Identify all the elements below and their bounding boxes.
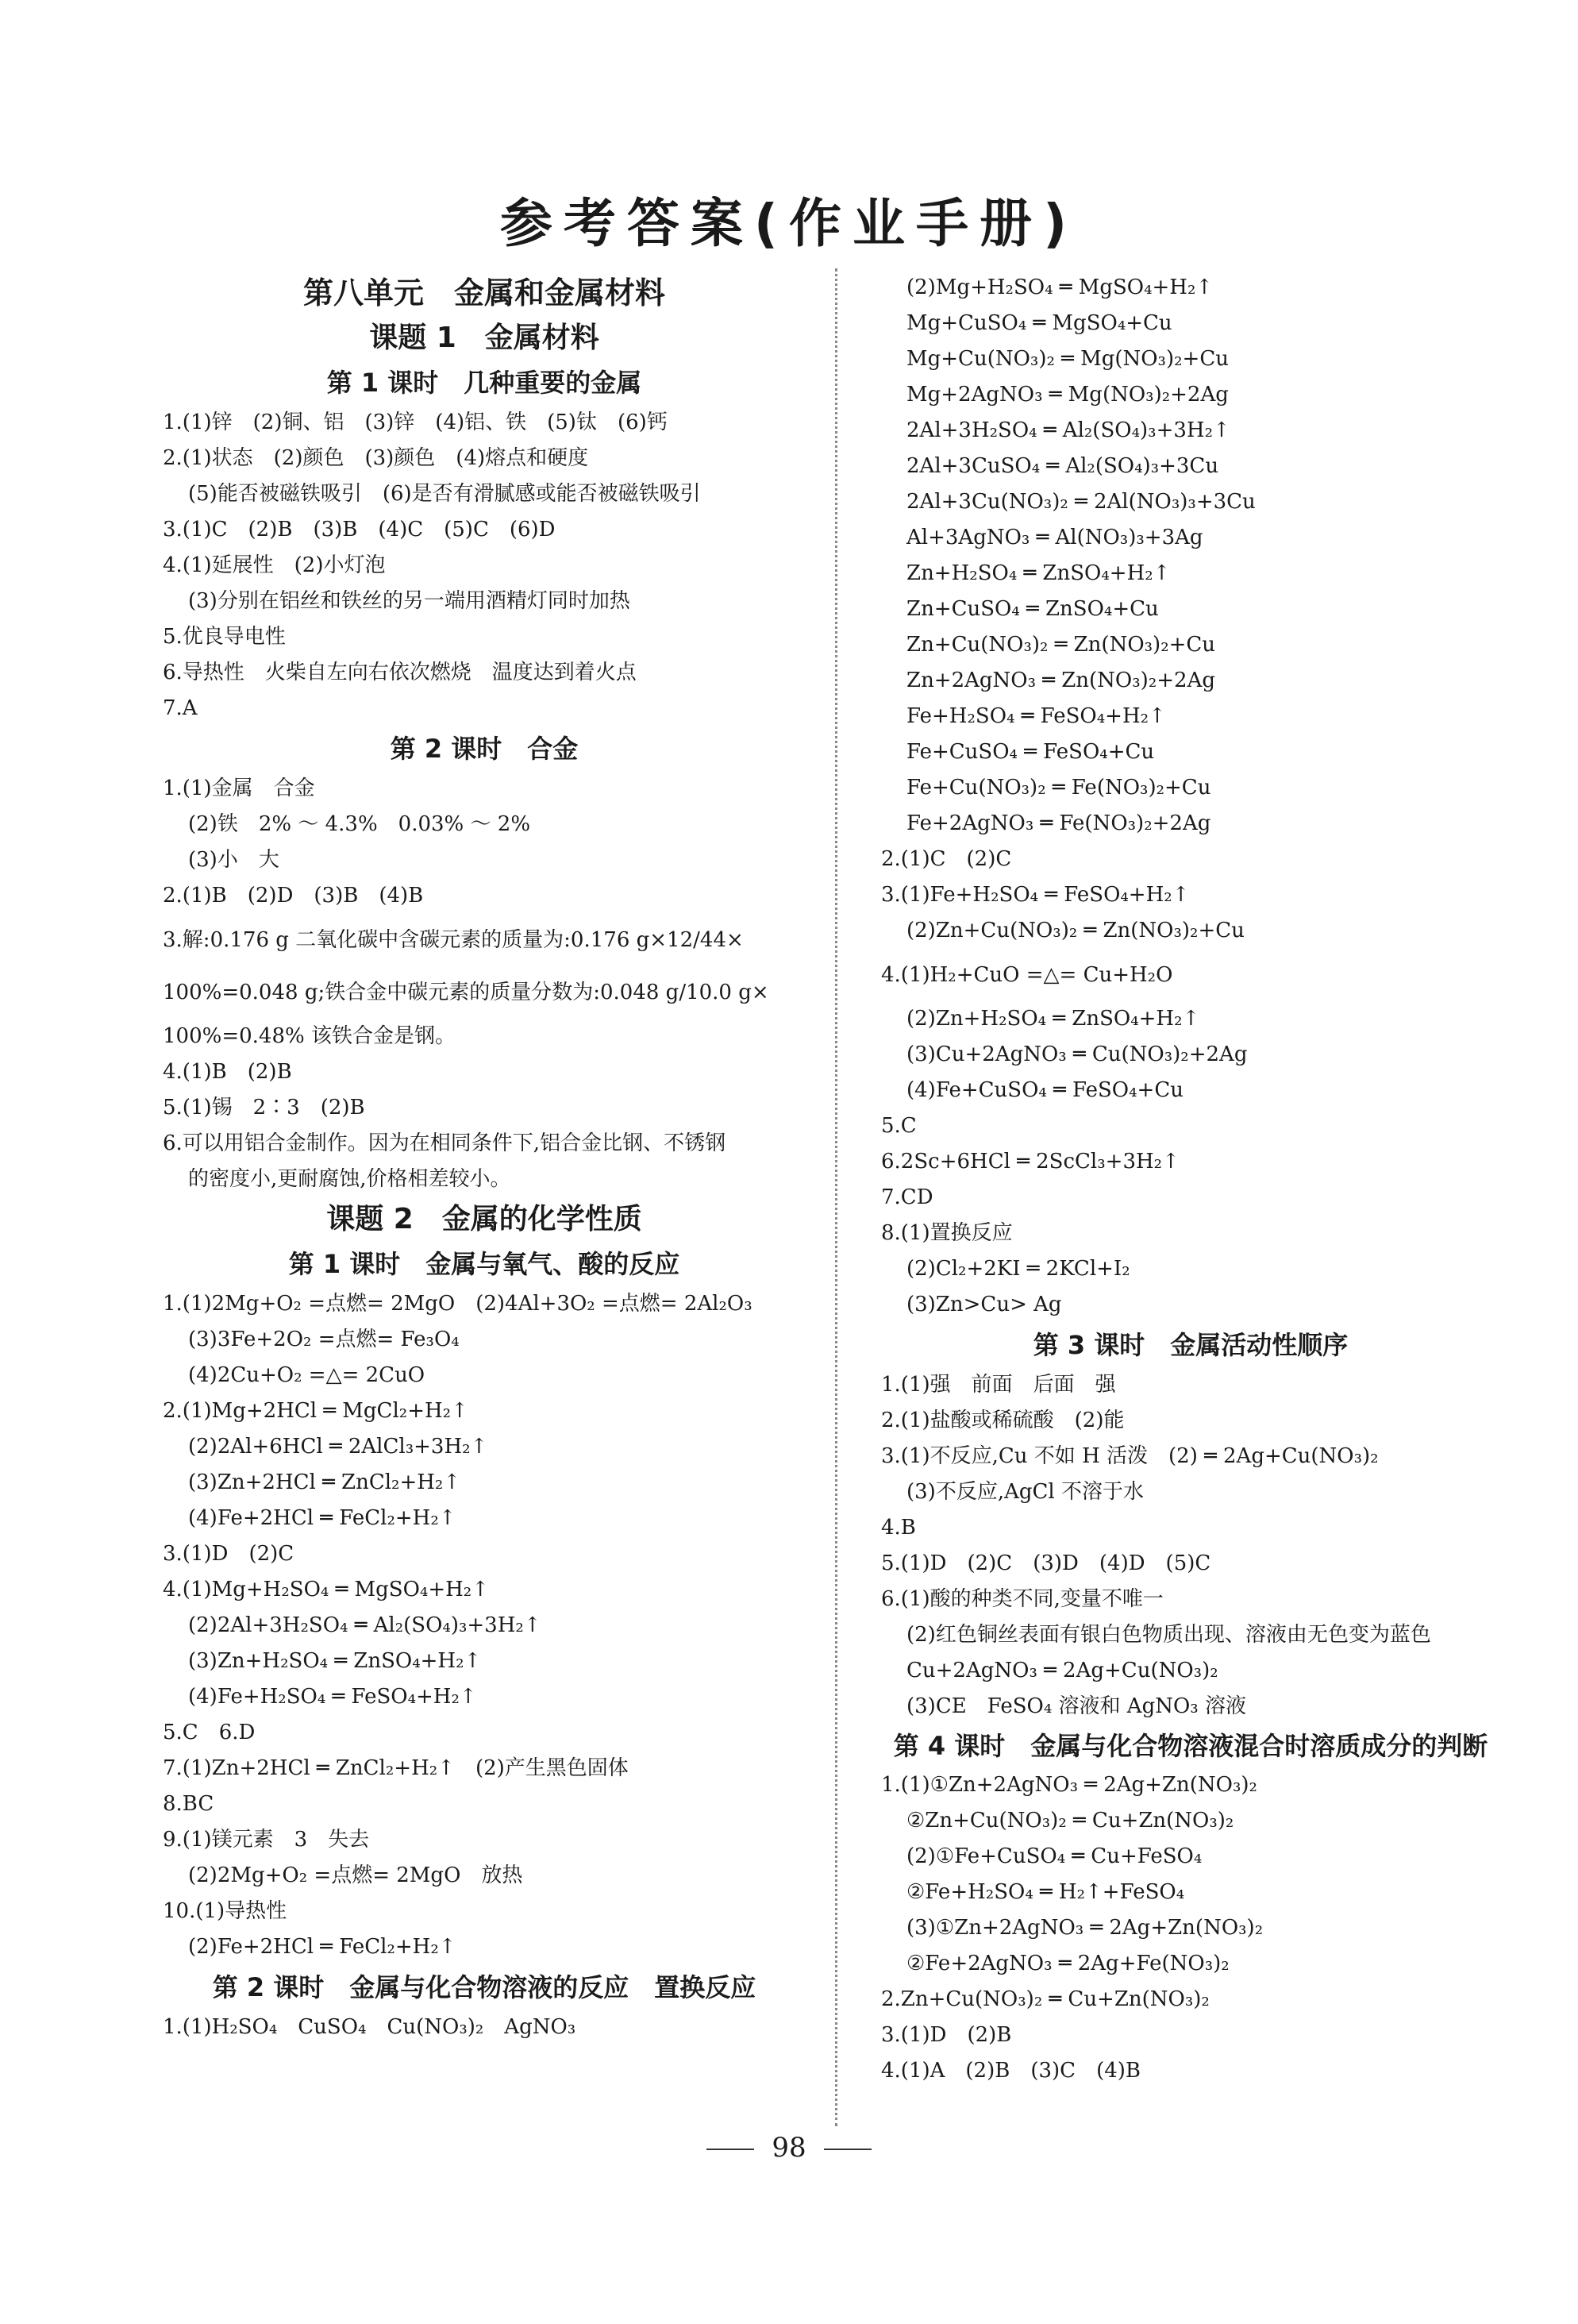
answer-line-indented: Mg+2AgNO₃ ═ Mg(NO₃)₂+2Ag: [906, 383, 1229, 407]
answer-line: 7.(1)Zn+2HCl ═ ZnCl₂+H₂↑ (2)产生黑色固体: [163, 1756, 629, 1780]
answer-line: 1.(1)锌 (2)铜、铝 (3)锌 (4)铝、铁 (5)钛 (6)钙: [163, 410, 668, 434]
answer-line-indented: (2)2Mg+O₂ =点燃= 2MgO 放热: [188, 1863, 523, 1887]
answer-line: 7.A: [163, 696, 198, 720]
section-heading: 第 2 课时 金属与化合物溶液的反应 置换反应: [212, 1972, 756, 2002]
answer-line-indented: (3)Zn+H₂SO₄ ═ ZnSO₄+H₂↑: [188, 1649, 482, 1673]
page-number: 98: [772, 2132, 806, 2164]
answer-line-indented: Fe+2AgNO₃ ═ Fe(NO₃)₂+2Ag: [906, 811, 1211, 835]
footer-dash-left: [706, 2149, 754, 2150]
section-heading: 第 1 课时 金属与氧气、酸的反应: [288, 1249, 680, 1279]
answer-line: 100%=0.048 g;铁合金中碳元素的质量分数为:0.048 g/10.0 g×: [163, 981, 769, 1004]
answer-line-indented: (2)Mg+H₂SO₄ ═ MgSO₄+H₂↑: [906, 276, 1214, 299]
section-heading: 第 4 课时 金属与化合物溶液混合时溶质成分的判断: [893, 1731, 1488, 1761]
answer-line-indented: Zn+Cu(NO₃)₂ ═ Zn(NO₃)₂+Cu: [906, 633, 1216, 657]
answer-line-indented: (3)小 大: [188, 848, 279, 872]
unit-heading: 第八单元 金属和金属材料: [302, 276, 665, 310]
page-title: 参考答案(作业手册): [499, 193, 1079, 254]
answer-line: 1.(1)H₂SO₄ CuSO₄ Cu(NO₃)₂ AgNO₃: [163, 2015, 576, 2039]
footer-dash-right: [824, 2149, 872, 2150]
lesson-heading: 课题 1 金属材料: [369, 322, 599, 354]
answer-line-indented: (3)Zn+2HCl ═ ZnCl₂+H₂↑: [188, 1470, 461, 1494]
answer-line: 1.(1)强 前面 后面 强: [881, 1373, 1116, 1397]
answer-line: 2.(1)C (2)C: [881, 847, 1012, 871]
answer-line: 4.(1)B (2)B: [163, 1060, 292, 1084]
answer-line: 1.(1)①Zn+2AgNO₃ ═ 2Ag+Zn(NO₃)₂: [881, 1773, 1257, 1797]
answer-line-indented: Zn+2AgNO₃ ═ Zn(NO₃)₂+2Ag: [906, 669, 1215, 692]
answer-line-indented: Al+3AgNO₃ ═ Al(NO₃)₃+3Ag: [906, 526, 1203, 549]
answer-line-indented: Fe+H₂SO₄ ═ FeSO₄+H₂↑: [906, 704, 1166, 728]
answer-line-indented: 2Al+3H₂SO₄ ═ Al₂(SO₄)₃+3H₂↑: [906, 418, 1230, 442]
answer-line-indented: ②Fe+2AgNO₃ ═ 2Ag+Fe(NO₃)₂: [906, 1952, 1230, 1975]
answer-line-indented: Zn+H₂SO₄ ═ ZnSO₄+H₂↑: [906, 561, 1171, 585]
answer-line-indented: Zn+CuSO₄ ═ ZnSO₄+Cu: [906, 597, 1159, 621]
lesson-heading: 课题 2 金属的化学性质: [326, 1203, 642, 1235]
answer-line: 2.(1)B (2)D (3)B (4)B: [163, 884, 424, 908]
answer-line-indented: 的密度小,更耐腐蚀,价格相差较小。: [188, 1167, 511, 1191]
answer-line-indented: (3)①Zn+2AgNO₃ ═ 2Ag+Zn(NO₃)₂: [906, 1916, 1264, 1940]
answer-line-indented: (3)3Fe+2O₂ =点燃= Fe₃O₄: [188, 1328, 460, 1351]
answer-line: 3.(1)不反应,Cu 不如 H 活泼 (2) ═ 2Ag+Cu(NO₃)₂: [881, 1444, 1379, 1468]
answer-line: 3.解:0.176 g 二氧化碳中含碳元素的质量为:0.176 g×12/44×: [163, 928, 744, 952]
answer-line-indented: (3)Zn>Cu> Ag: [906, 1293, 1062, 1316]
section-heading: 第 3 课时 金属活动性顺序: [1033, 1330, 1349, 1360]
answer-line: 6.(1)酸的种类不同,变量不唯一: [881, 1587, 1164, 1611]
answer-line: 100%=0.48% 该铁合金是钢。: [163, 1024, 456, 1048]
answer-line-indented: (2)Zn+H₂SO₄ ═ ZnSO₄+H₂↑: [906, 1007, 1200, 1031]
answer-line-indented: (2)Cl₂+2KI ═ 2KCl+I₂: [906, 1257, 1130, 1281]
answer-line: 4.(1)Mg+H₂SO₄ ═ MgSO₄+H₂↑: [163, 1578, 489, 1601]
answer-line: 4.(1)H₂+CuO =△= Cu+H₂O: [881, 963, 1173, 987]
answer-line: 2.(1)Mg+2HCl ═ MgCl₂+H₂↑: [163, 1399, 468, 1423]
answer-line-indented: (4)Fe+H₂SO₄ ═ FeSO₄+H₂↑: [188, 1685, 477, 1709]
answer-line-indented: (2)Fe+2HCl ═ FeCl₂+H₂↑: [188, 1935, 456, 1959]
answer-line: 5.(1)锡 2∶3 (2)B: [163, 1096, 365, 1120]
answer-line-indented: ②Zn+Cu(NO₃)₂ ═ Cu+Zn(NO₃)₂: [906, 1809, 1234, 1833]
answer-line: 2.(1)盐酸或稀硫酸 (2)能: [881, 1409, 1125, 1432]
answer-line: 8.BC: [163, 1792, 214, 1816]
answer-line-indented: (2)Zn+Cu(NO₃)₂ ═ Zn(NO₃)₂+Cu: [906, 919, 1245, 942]
answer-line-indented: (5)能否被磁铁吸引 (6)是否有滑腻感或能否被磁铁吸引: [188, 482, 701, 506]
answer-line-indented: 2Al+3CuSO₄ ═ Al₂(SO₄)₃+3Cu: [906, 454, 1219, 478]
answer-line: 4.(1)延展性 (2)小灯泡: [163, 553, 386, 577]
answer-line-indented: Mg+Cu(NO₃)₂ ═ Mg(NO₃)₂+Cu: [906, 347, 1229, 371]
answer-line-indented: ②Fe+H₂SO₄ ═ H₂↑+FeSO₄: [906, 1880, 1185, 1904]
answer-line: 3.(1)D (2)B: [881, 2023, 1012, 2047]
answer-line: 6.导热性 火柴自左向右依次燃烧 温度达到着火点: [163, 661, 637, 684]
answer-line-indented: (2)①Fe+CuSO₄ ═ Cu+FeSO₄: [906, 1844, 1203, 1868]
section-heading: 第 2 课时 合金: [390, 734, 579, 764]
answer-line: 5.C 6.D: [163, 1721, 256, 1744]
answer-line: 6.2Sc+6HCl ═ 2ScCl₃+3H₂↑: [881, 1150, 1180, 1174]
answer-line: 5.优良导电性: [163, 625, 286, 649]
answer-line-indented: 2Al+3Cu(NO₃)₂ ═ 2Al(NO₃)₃+3Cu: [906, 490, 1256, 514]
column-divider: [835, 268, 837, 2126]
answer-line-indented: (3)不反应,AgCl 不溶于水: [906, 1480, 1144, 1504]
answer-line: 2.(1)状态 (2)颜色 (3)颜色 (4)熔点和硬度: [163, 446, 589, 470]
answer-line: 9.(1)镁元素 3 失去: [163, 1828, 370, 1852]
left-column: [163, 270, 806, 2045]
answer-line-indented: Fe+CuSO₄ ═ FeSO₄+Cu: [906, 740, 1155, 764]
answer-line-indented: Mg+CuSO₄ ═ MgSO₄+Cu: [906, 311, 1172, 335]
answer-line: 7.CD: [881, 1185, 933, 1209]
answer-line: 3.(1)D (2)C: [163, 1542, 294, 1566]
answer-line: 1.(1)金属 合金: [163, 777, 315, 800]
answer-line-indented: Cu+2AgNO₃ ═ 2Ag+Cu(NO₃)₂: [906, 1659, 1218, 1682]
answer-line: 1.(1)2Mg+O₂ =点燃= 2MgO (2)4Al+3O₂ =点燃= 2Al₂O₃: [163, 1292, 752, 1316]
answer-line-indented: (2)2Al+3H₂SO₄ ═ Al₂(SO₄)₃+3H₂↑: [188, 1613, 541, 1637]
right-column: [881, 270, 1500, 2089]
answer-line-indented: Fe+Cu(NO₃)₂ ═ Fe(NO₃)₂+Cu: [906, 776, 1211, 800]
answer-line-indented: (2)红色铜丝表面有银白色物质出现、溶液由无色变为蓝色: [906, 1623, 1431, 1647]
answer-line-indented: (4)Fe+CuSO₄ ═ FeSO₄+Cu: [906, 1078, 1184, 1102]
answer-line: 4.(1)A (2)B (3)C (4)B: [881, 2059, 1141, 2083]
answer-line-indented: (4)Fe+2HCl ═ FeCl₂+H₂↑: [188, 1506, 456, 1530]
section-heading: 第 1 课时 几种重要的金属: [326, 368, 642, 398]
answer-line-indented: (3)Cu+2AgNO₃ ═ Cu(NO₃)₂+2Ag: [906, 1043, 1248, 1066]
answer-line-indented: (3)分别在铝丝和铁丝的另一端用酒精灯同时加热: [188, 589, 630, 613]
answer-line: 10.(1)导热性: [163, 1899, 287, 1923]
page-footer: [0, 2132, 1578, 2164]
answer-line: 4.B: [881, 1516, 916, 1540]
answer-line: 5.(1)D (2)C (3)D (4)D (5)C: [881, 1551, 1211, 1575]
answer-line: 6.可以用铝合金制作。因为在相同条件下,铝合金比钢、不锈钢: [163, 1131, 726, 1155]
answer-line-indented: (2)2Al+6HCl ═ 2AlCl₃+3H₂↑: [188, 1435, 488, 1459]
answer-line-indented: (2)铁 2% ～ 4.3% 0.03% ～ 2%: [188, 812, 531, 836]
answer-line: 2.Zn+Cu(NO₃)₂ ═ Cu+Zn(NO₃)₂: [881, 1987, 1210, 2011]
answer-line: 8.(1)置换反应: [881, 1221, 1013, 1245]
answer-line: 3.(1)C (2)B (3)B (4)C (5)C (6)D: [163, 518, 556, 541]
answer-line: 3.(1)Fe+H₂SO₄ ═ FeSO₄+H₂↑: [881, 883, 1190, 907]
answer-line: 5.C: [881, 1114, 917, 1138]
answer-line-indented: (3)CE FeSO₄ 溶液和 AgNO₃ 溶液: [906, 1694, 1246, 1718]
answer-line-indented: (4)2Cu+O₂ =△= 2CuO: [188, 1363, 425, 1387]
